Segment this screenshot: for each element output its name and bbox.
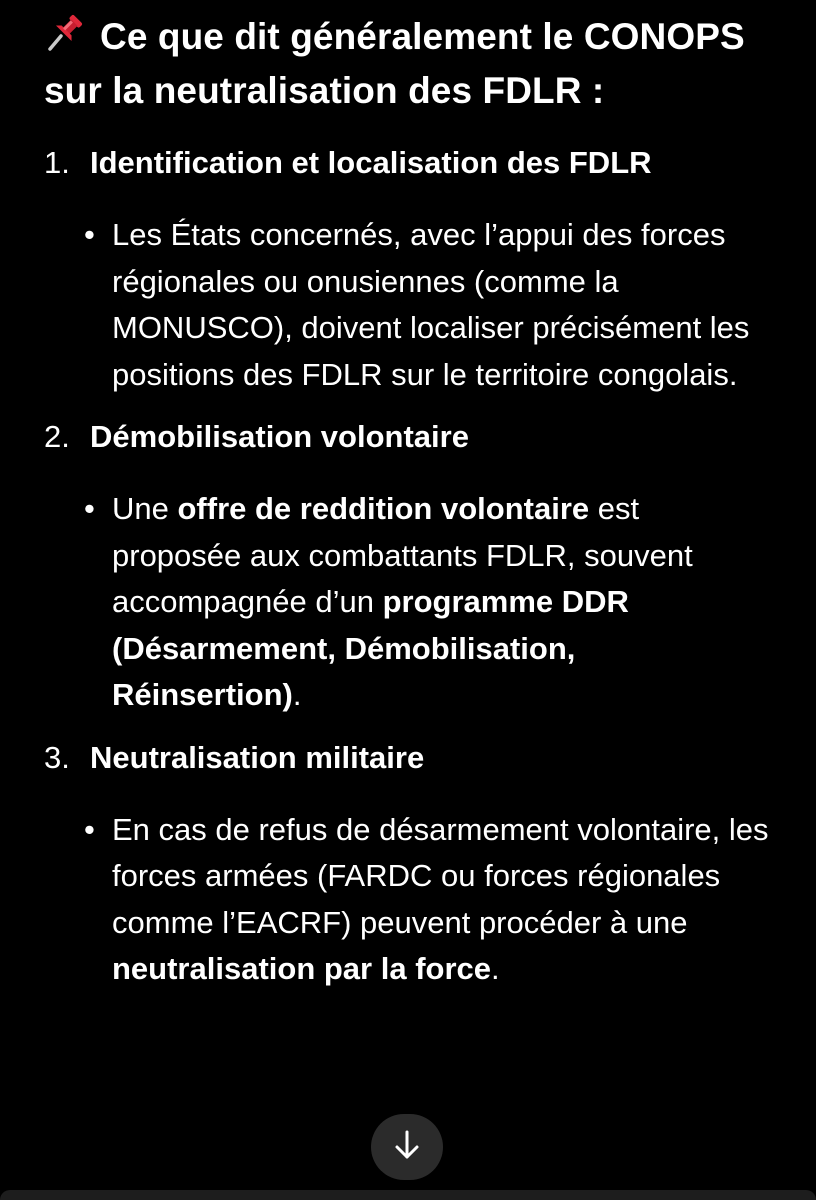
message-content (44, 10, 784, 993)
list-item (44, 414, 784, 719)
bullet-dot: • (84, 491, 95, 526)
bullet-text (112, 212, 772, 398)
text-segment: Les États concernés, avec l’appui des forces régionales ou onusiennes (comme la MONUSCO), doivent localiser précisément les positions des FDLR sur le territoire congolais. (112, 217, 750, 392)
list-item (44, 140, 784, 398)
list-item-title (44, 735, 784, 781)
list-number: 3. (44, 739, 70, 775)
list-number: 2. (44, 419, 70, 454)
bullet-text (112, 807, 772, 993)
bold-text: neutralisation par la force (112, 951, 491, 986)
bullet-item (84, 212, 784, 398)
bullet-dot: • (84, 811, 95, 847)
scroll-to-bottom-button[interactable] (371, 1114, 443, 1180)
list-item-title (44, 414, 784, 460)
text-segment: En cas de refus de désarmement volontaire, les forces armées (FARDC ou forces régionales comme l’EACRF) peuvent procéder à une (112, 811, 769, 940)
section-title: Démobilisation volontaire (90, 419, 469, 454)
text-segment: Une (112, 491, 178, 526)
section-title: Identification et localisation des FDLR (90, 145, 652, 180)
pushpin-icon (44, 13, 86, 51)
list-item (44, 735, 784, 993)
section-title: Neutralisation militaire (90, 739, 425, 775)
text-segment: est proposée aux combattants FDLR, souvent accompagnée d’un (112, 491, 693, 619)
page-heading (44, 10, 784, 118)
bold-text: offre de reddition volontaire (177, 491, 590, 526)
bullet-item (84, 807, 784, 993)
bullet-dot: • (84, 217, 95, 252)
bullet-text (112, 486, 772, 719)
arrow-down-icon (393, 1129, 421, 1166)
numbered-list (44, 140, 784, 993)
list-number: 1. (44, 145, 70, 180)
bold-text: programme DDR (Désarmement, Démobilisation, Réinsertion) (112, 584, 629, 712)
bullet-item (84, 486, 784, 719)
text-segment: . (292, 677, 302, 712)
list-item-title (44, 140, 784, 186)
composer-bar-edge (0, 1190, 816, 1200)
text-segment: . (491, 951, 500, 986)
heading-text: Ce que dit généralement le CONOPS sur la neutralisation des FDLR : (44, 16, 745, 111)
